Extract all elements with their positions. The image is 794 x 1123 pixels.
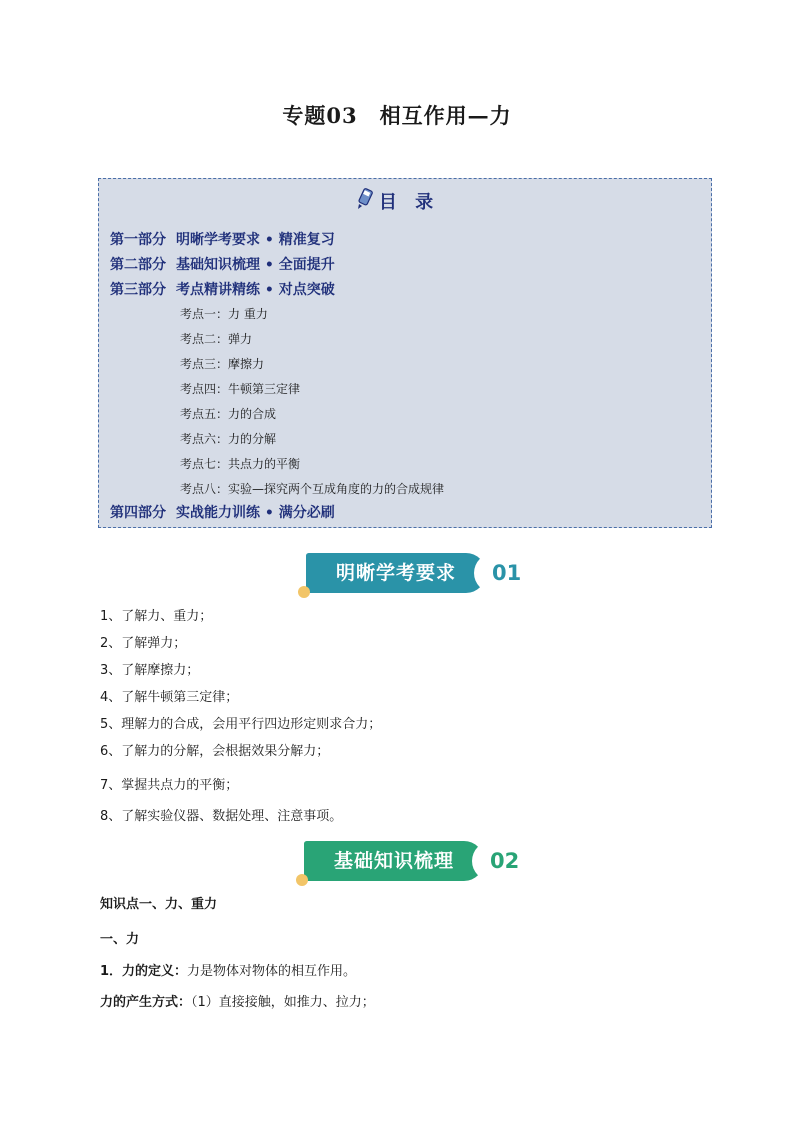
toc-part-2[interactable] (110, 254, 335, 274)
section-banner-basics (304, 841, 524, 891)
toc-part-text: 明晰学考要求 • 精准复习 (176, 232, 335, 248)
requirement-item: 7、掌握共点力的平衡； (100, 778, 239, 793)
page-title: 专题03 相互作用—力 (282, 103, 512, 128)
requirement-item: 2、了解弹力； (100, 636, 187, 651)
toc-part-label: 第二部分 (110, 257, 166, 273)
section-banner-requirements (306, 553, 526, 603)
generation-text: （1）直接接触，如推力、拉力； (191, 995, 375, 1010)
toc-part-label: 第一部分 (110, 232, 166, 248)
toc-part-text: 实战能力训练 • 满分必刷 (176, 505, 335, 521)
toc-part-label: 第四部分 (110, 505, 166, 521)
toc-point-2[interactable]: 考点二：弹力 (180, 332, 253, 346)
banner-number: 02 (490, 849, 520, 873)
toc-part-1[interactable] (110, 229, 335, 249)
banner-label: 明晰学考要求 (306, 553, 486, 593)
banner-number: 01 (492, 561, 522, 585)
toc-point-4[interactable]: 考点四：牛顿第三定律 (180, 382, 301, 396)
toc-heading-text: 目 录 (378, 192, 440, 213)
toc-point-3[interactable]: 考点三：摩擦力 (180, 357, 265, 371)
requirement-item: 3、了解摩擦力； (100, 663, 200, 678)
toc-part-3[interactable] (110, 279, 335, 299)
toc-point-8[interactable]: 考点八：实验—探究两个互成角度的力的合成规律 (180, 482, 445, 496)
banner-label: 基础知识梳理 (304, 841, 484, 881)
toc-part-4[interactable] (110, 502, 335, 522)
banner-dot (296, 874, 308, 886)
toc-point-6[interactable]: 考点六：力的分解 (180, 432, 277, 446)
toc-part-text: 考点精讲精练 • 对点突破 (176, 282, 335, 298)
requirement-item: 1、了解力、重力； (100, 609, 213, 624)
toc-part-label: 第三部分 (110, 282, 166, 298)
knowledge-section-title: 知识点一、力、重力 (100, 897, 218, 912)
definition-label: 1．力的定义： (100, 964, 188, 979)
requirement-item: 6、了解力的分解，会根据效果分解力； (100, 744, 330, 759)
toc-heading (0, 188, 794, 215)
definition-text: 力是物体对物体的相互作用。 (187, 964, 357, 979)
knowledge-sub-title: 一、力 (100, 932, 140, 947)
generation-label: 力的产生方式： (100, 995, 192, 1010)
toc-point-1[interactable]: 考点一：力 重力 (180, 307, 268, 321)
pen-icon (355, 188, 375, 215)
requirement-item: 8、了解实验仪器、数据处理、注意事项。 (100, 809, 343, 824)
toc-point-5[interactable]: 考点五：力的合成 (180, 407, 277, 421)
toc-point-7[interactable]: 考点七：共点力的平衡 (180, 457, 301, 471)
toc-part-text: 基础知识梳理 • 全面提升 (176, 257, 335, 273)
requirement-item: 4、了解牛顿第三定律； (100, 690, 239, 705)
definition-line (100, 960, 356, 979)
generation-line (100, 991, 375, 1010)
requirement-item: 5、理解力的合成，会用平行四边形定则求合力； (100, 717, 382, 732)
banner-dot (298, 586, 310, 598)
